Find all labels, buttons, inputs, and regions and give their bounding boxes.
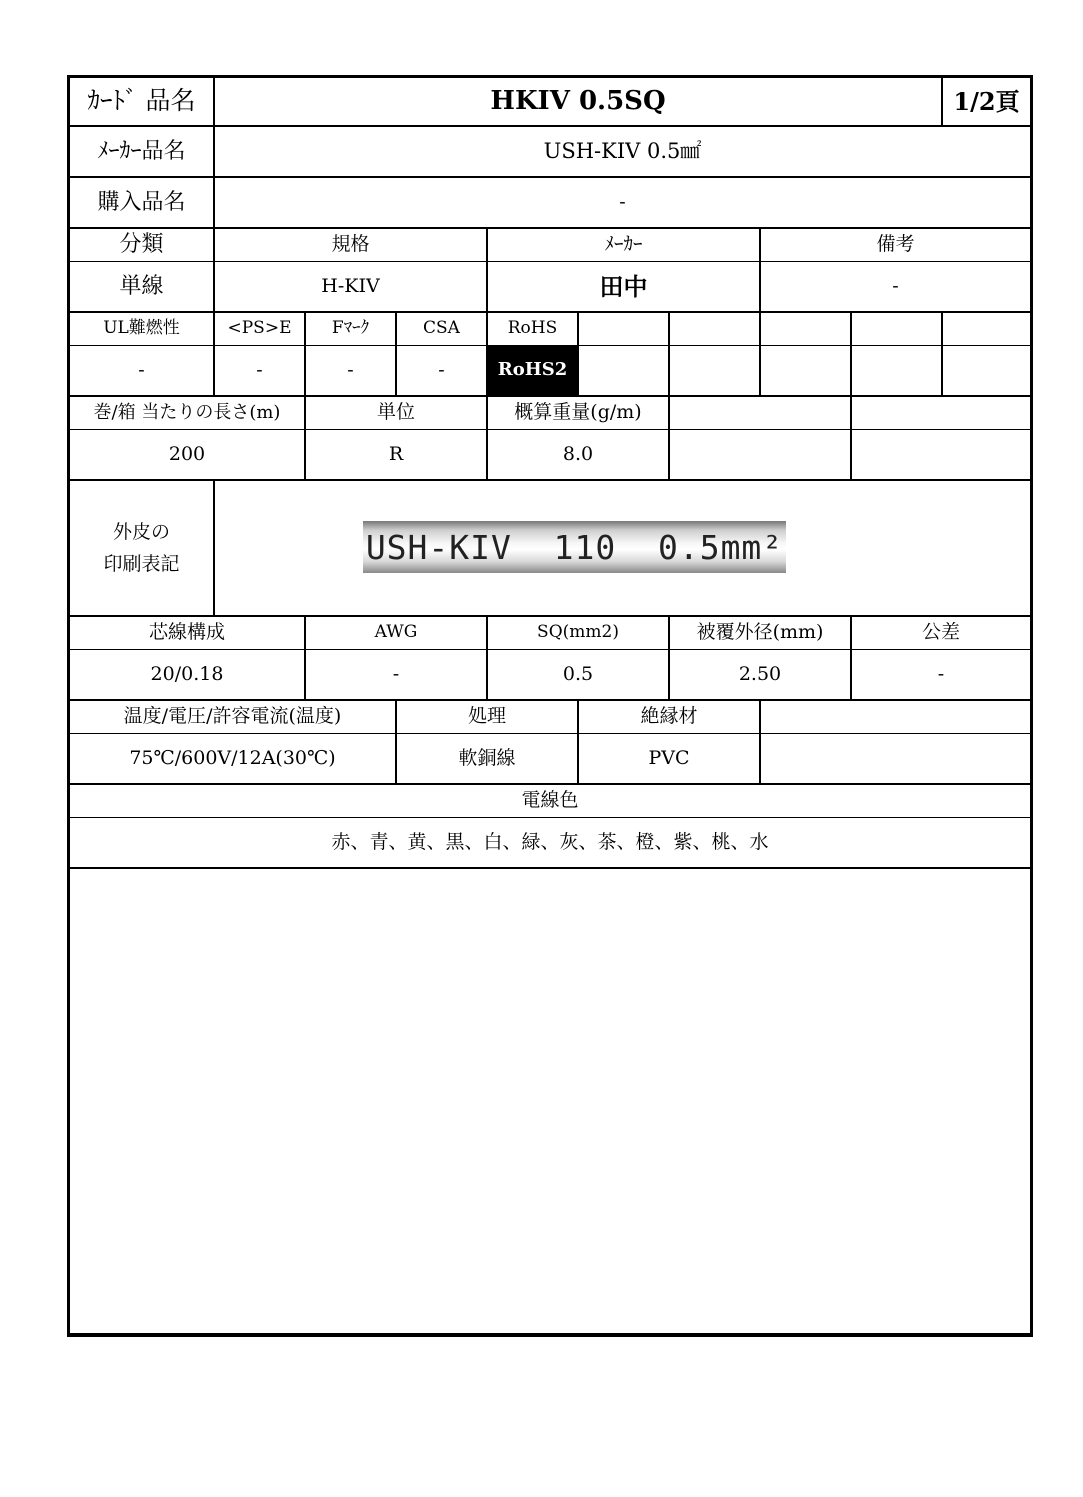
awg-label: AWG	[374, 622, 418, 643]
marking-label-line1: 外皮の	[112, 520, 170, 543]
ul-flame-value: -	[138, 358, 145, 381]
col-divider	[850, 311, 852, 395]
treatment-value: 軟銅線	[458, 746, 516, 769]
weight-label: 概算重量(g/m)	[514, 401, 642, 424]
wire-colors-label: 電線色	[521, 789, 579, 812]
unit-value: R	[388, 442, 404, 465]
rohs-label: RoHS	[507, 318, 558, 339]
col-divider	[668, 395, 670, 479]
awg-value: -	[392, 662, 400, 685]
col-divider	[213, 479, 215, 615]
marking-label-line2: 印刷表記	[103, 553, 180, 575]
weight-value: 8.0	[562, 442, 594, 465]
pse-label: <PS>E	[227, 318, 292, 339]
col-divider	[941, 311, 943, 395]
rating-value: 75℃/600V/12A(30℃)	[129, 746, 336, 769]
classification-value: 単線	[119, 273, 164, 299]
marking-label	[70, 481, 213, 615]
outer-diameter-value: 2.50	[738, 662, 782, 685]
maker-name-label: ﾒｰｶｰ品名	[97, 138, 186, 164]
rating-label: 温度/電圧/許容電流(温度)	[123, 705, 342, 728]
sq-value: 0.5	[562, 662, 594, 685]
standard-value: H-KIV	[321, 274, 380, 297]
remarks-label: 備考	[876, 233, 915, 256]
col-divider	[850, 395, 852, 479]
tolerance-value: -	[937, 662, 945, 685]
treatment-label: 処理	[467, 705, 506, 728]
unit-label: 単位	[376, 401, 415, 424]
col-divider	[759, 311, 761, 395]
maker-label: ﾒｰｶｰ	[604, 233, 643, 256]
csa-value: -	[438, 358, 445, 381]
outer-diameter-label: 被覆外径(mm)	[696, 621, 824, 644]
maker-name: USH-KIV 0.5㎟	[543, 139, 702, 164]
outer-border-bottom	[67, 1333, 1033, 1337]
conductor-value: 20/0.18	[150, 662, 224, 685]
card-name-label: ｶｰﾄﾞ 品名	[87, 86, 196, 116]
conductor-label: 芯線構成	[148, 621, 225, 644]
classification-label: 分類	[119, 232, 164, 258]
tolerance-label: 公差	[921, 621, 960, 644]
maker-value: 田中	[599, 271, 648, 301]
wire-colors-value: 赤、青、黄、黒、白、緑、灰、茶、橙、紫、桃、水	[331, 830, 769, 853]
rohs2-badge: RoHS2	[488, 346, 577, 395]
length-per-reel-value: 200	[168, 442, 206, 465]
spec-card	[67, 75, 1033, 1337]
insulation-label: 絶縁材	[640, 705, 698, 728]
cable-marking-print: USH-KIV 110 0.5mm²	[363, 521, 786, 573]
remarks-value: -	[892, 274, 899, 297]
product-name: HKIV 0.5SQ	[490, 85, 666, 116]
outer-border-right	[1030, 75, 1033, 1337]
insulation-value: PVC	[648, 746, 690, 769]
notes-area	[70, 869, 1030, 1333]
col-divider	[668, 311, 670, 395]
col-divider	[759, 699, 761, 783]
csa-label: CSA	[423, 318, 460, 339]
purchase-name-label: 購入品名	[97, 189, 186, 215]
f-mark-label: Fﾏｰｸ	[331, 318, 370, 339]
sq-label: SQ(mm2)	[537, 622, 619, 643]
f-mark-value: -	[347, 358, 354, 381]
page-number: 1/2頁	[953, 86, 1020, 116]
ul-flame-label: UL難燃性	[103, 318, 180, 339]
length-per-reel-label: 巻/箱 当たりの長さ(m)	[93, 401, 281, 423]
standard-label: 規格	[331, 233, 370, 256]
purchase-name: -	[619, 190, 626, 213]
pse-value: -	[256, 358, 263, 381]
col-divider	[577, 311, 579, 395]
